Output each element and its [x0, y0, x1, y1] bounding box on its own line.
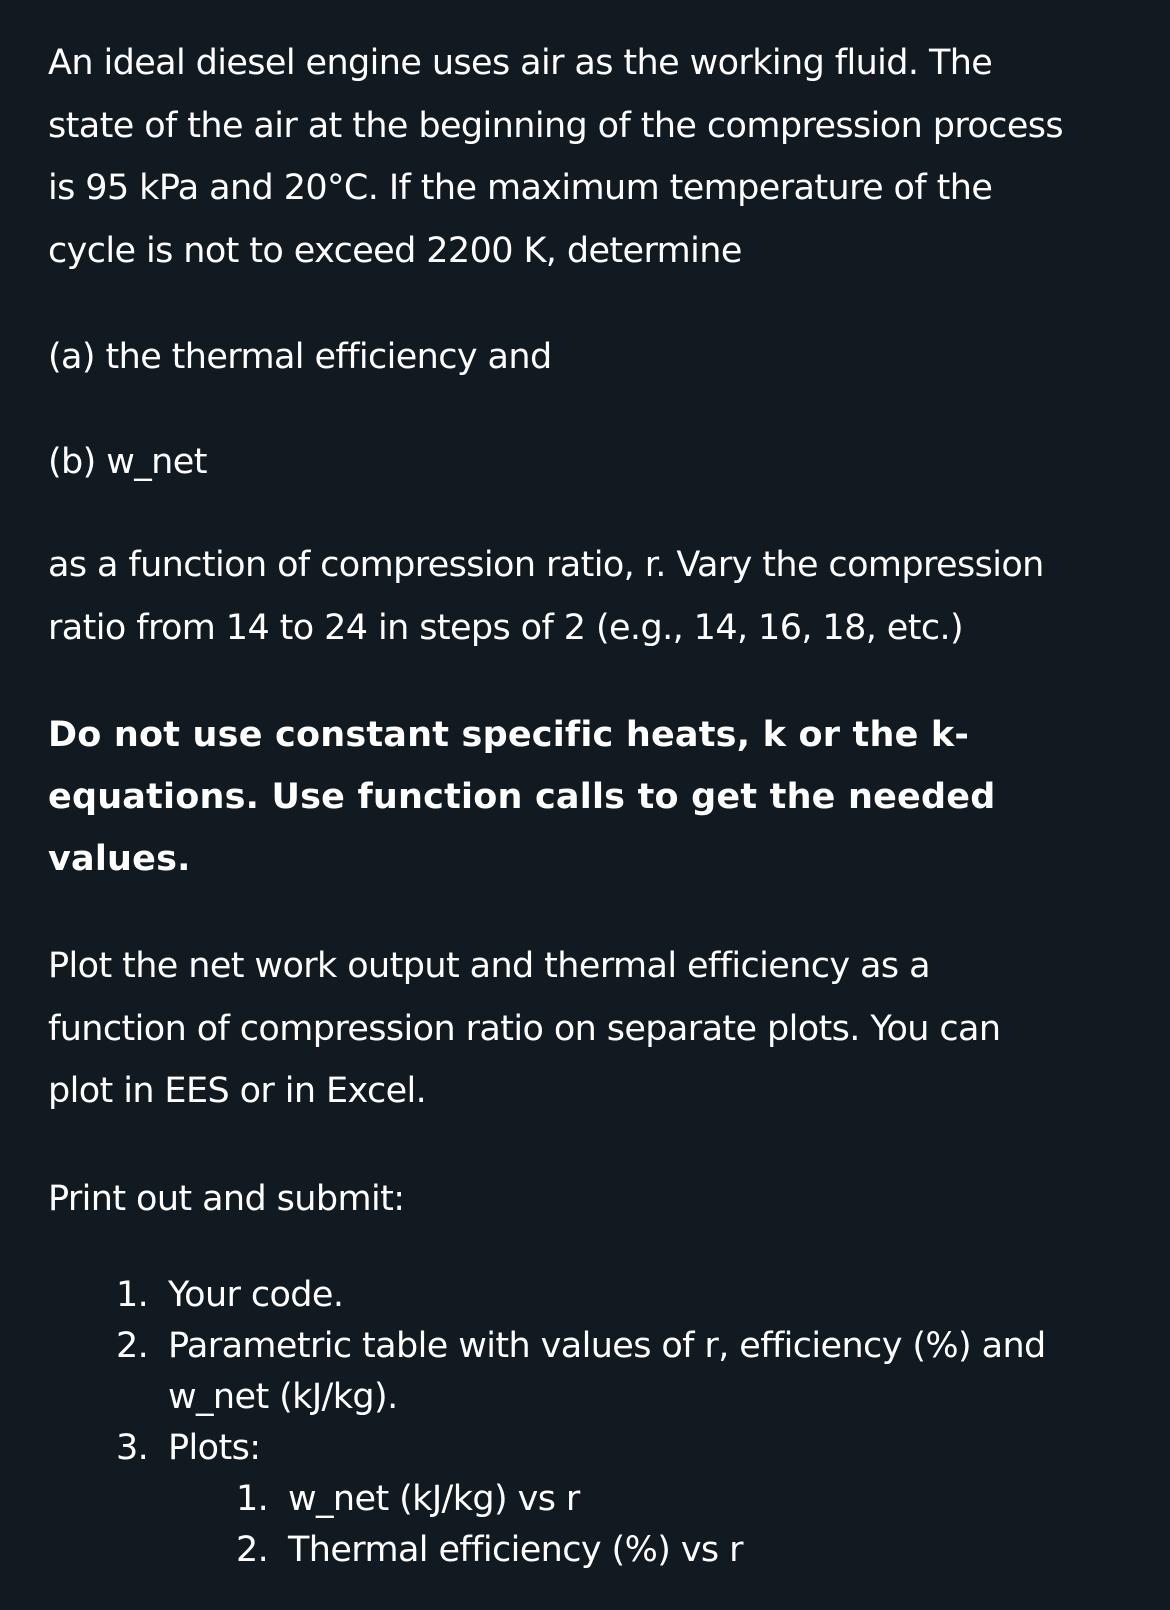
- intro-line: cycle is not to exceed 2200 K, determine: [48, 230, 742, 271]
- submit-list: [116, 1270, 1046, 1576]
- list-text: w_net (kJ/kg).: [168, 1377, 398, 1417]
- list-item: [116, 1270, 1046, 1321]
- warning-line: values.: [48, 839, 191, 879]
- part-a: (a) the thermal efficiency and: [48, 337, 552, 377]
- part-b: (b) w_net: [48, 442, 207, 482]
- list-text: Parametric table with values of r, efficiency (%) and: [168, 1326, 1046, 1366]
- list-number: 1.: [236, 1479, 269, 1519]
- warning-paragraph: [48, 704, 995, 890]
- list-item: [236, 1525, 1046, 1576]
- plot-line: function of compression ratio on separate plots. You can: [48, 1008, 1001, 1049]
- list-text: w_net (kJ/kg) vs r: [288, 1479, 580, 1519]
- intro-line: is 95 kPa and 20°C. If the maximum temperature of the: [48, 168, 993, 208]
- list-text: Your code.: [168, 1275, 344, 1315]
- range-paragraph: [48, 534, 1044, 659]
- warning-line: Do not use constant specific heats, k or the k-: [48, 715, 970, 755]
- plot-paragraph: [48, 935, 1001, 1123]
- intro-line: state of the air at the beginning of the compression process: [48, 105, 1064, 146]
- list-item: [236, 1474, 1046, 1525]
- plot-line: Plot the net work output and thermal efficiency as a: [48, 946, 930, 986]
- warning-line: equations. Use function calls to get the needed: [48, 777, 996, 817]
- submit-heading: Print out and submit:: [48, 1179, 405, 1219]
- list-item: [116, 1321, 1046, 1423]
- intro-paragraph: [48, 32, 1063, 282]
- list-text: Thermal efficiency (%) vs r: [288, 1530, 743, 1570]
- list-number: 1.: [116, 1275, 149, 1315]
- list-number: 3.: [116, 1428, 149, 1468]
- plot-line: plot in EES or in Excel.: [48, 1071, 427, 1111]
- list-item: [116, 1423, 1046, 1474]
- range-line: as a function of compression ratio, r. Vary the compression: [48, 545, 1044, 585]
- range-line: ratio from 14 to 24 in steps of 2 (e.g., 14, 16, 18, etc.): [48, 607, 964, 648]
- plots-sublist: [236, 1474, 1046, 1576]
- list-text: Plots:: [168, 1428, 261, 1468]
- list-number: 2.: [236, 1530, 269, 1570]
- list-number: 2.: [116, 1326, 149, 1366]
- intro-line: An ideal diesel engine uses air as the working fluid. The: [48, 43, 993, 83]
